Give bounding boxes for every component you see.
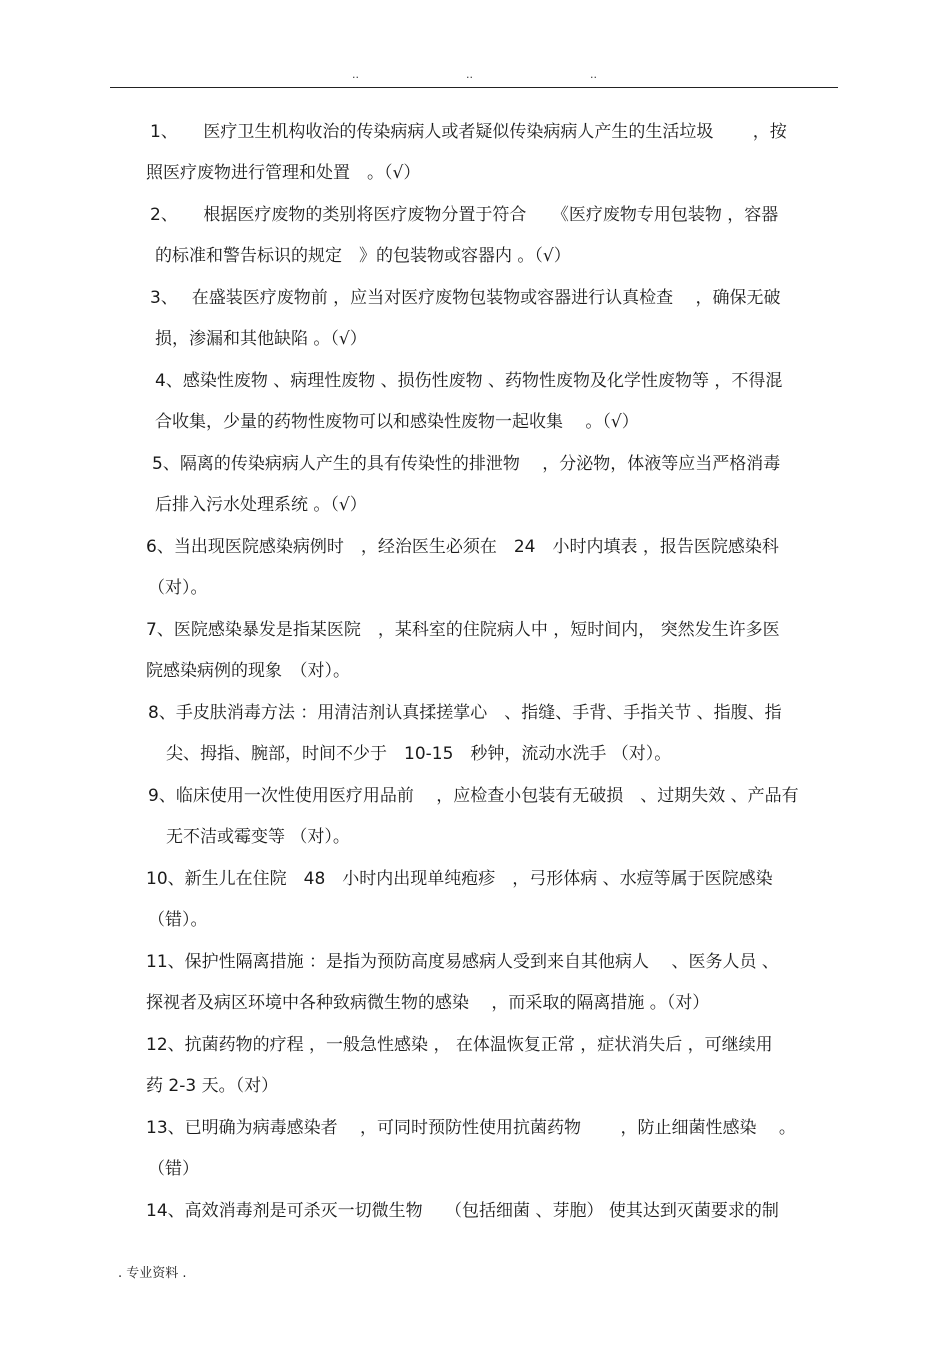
item-line: 2、 根据医疗废物的类别将医疗废物分置于符合 《医疗废物专用包装物 ，容器	[150, 205, 779, 225]
item-line: 药 2-3 天。（对）	[146, 1076, 279, 1096]
list-item	[0, 195, 950, 278]
header-dot: ..	[466, 68, 473, 81]
page-footer: . 专业资料 .	[118, 1266, 187, 1281]
item-line: 4、感染性废物 、病理性废物 、损伤性废物 、药物性废物及化学性废物等 ，不得混	[155, 371, 783, 391]
item-line: 后排入污水处理系统 。（√）	[155, 495, 367, 515]
list-item	[0, 361, 950, 444]
header-dot: ..	[590, 68, 597, 81]
list-item	[0, 859, 950, 942]
item-line: （对）。	[148, 578, 208, 598]
item-line: （错）	[148, 1159, 199, 1179]
item-line: 10、新生儿在住院 48 小时内出现单纯疱疹 ，弓形体病 、水痘等属于医院感染	[146, 869, 773, 889]
item-line: 5、隔离的传染病病人产生的具有传染性的排泄物 ，分泌物，体液等应当严格消毒	[152, 454, 781, 474]
header-dot: ..	[352, 68, 359, 81]
list-item	[0, 942, 950, 1025]
item-line: 13、已明确为病毒感染者 ，可同时预防性使用抗菌药物 ，防止细菌性感染 。	[146, 1118, 796, 1138]
page-header-dots	[0, 68, 950, 84]
item-line: 11、保护性隔离措施 ：是指为预防高度易感病人受到来自其他病人 、医务人员 、	[146, 952, 779, 972]
item-line: 无不洁或霉变等 （对）。	[166, 827, 350, 847]
item-line: 损，渗漏和其他缺陷 。（√）	[155, 329, 367, 349]
list-item	[0, 112, 950, 195]
list-item	[0, 610, 950, 693]
item-line: （错）。	[148, 910, 208, 930]
item-line: 3、 在盛装医疗废物前 ，应当对医疗废物包装物或容器进行认真检查 ，确保无破	[150, 288, 781, 308]
item-line: 探视者及病区环境中各种致病微生物的感染 ，而采取的隔离措施 。（对）	[146, 993, 710, 1013]
item-line: 7、医院感染暴发是指某医院 ，某科室的住院病人中 ，短时间内， 突然发生许多医	[146, 620, 780, 640]
question-list	[0, 112, 950, 1274]
list-item	[0, 444, 950, 527]
item-line: 1、 医疗卫生机构收治的传染病病人或者疑似传染病病人产生的生活垃圾 ，按	[150, 122, 787, 142]
list-item	[0, 527, 950, 610]
item-line: 14、高效消毒剂是可杀灭一切微生物 （包括细菌 、芽胞） 使其达到灭菌要求的制	[146, 1201, 779, 1221]
list-item	[0, 1108, 950, 1191]
list-item	[0, 693, 950, 776]
list-item	[0, 1025, 950, 1108]
item-line: 9、临床使用一次性使用医疗用品前 ，应检查小包装有无破损 、过期失效 、产品有	[148, 786, 799, 806]
list-item	[0, 776, 950, 859]
list-item	[0, 278, 950, 361]
item-line: 院感染病例的现象 （对）。	[146, 661, 350, 681]
header-rule	[110, 87, 838, 88]
item-line: 12、抗菌药物的疗程 ，一般急性感染 ， 在体温恢复正常 ，症状消失后 ，可继续用	[146, 1035, 773, 1055]
item-line: 6、当出现医院感染病例时 ，经治医生必须在 24 小时内填表 ，报告医院感染科	[146, 537, 779, 557]
item-line: 的标准和警告标识的规定 》的包装物或容器内 。（√）	[155, 246, 571, 266]
item-line: 照医疗废物进行管理和处置 。（√）	[146, 163, 421, 183]
item-line: 8、手皮肤消毒方法 ：用清洁剂认真揉搓掌心 、指缝、手背、手指关节 、指腹、指	[148, 703, 782, 723]
item-line: 合收集，少量的药物性废物可以和感染性废物一起收集 。（√）	[155, 412, 639, 432]
item-line: 尖、拇指、腕部，时间不少于 10-15 秒钟，流动水洗手 （对）。	[166, 744, 672, 764]
